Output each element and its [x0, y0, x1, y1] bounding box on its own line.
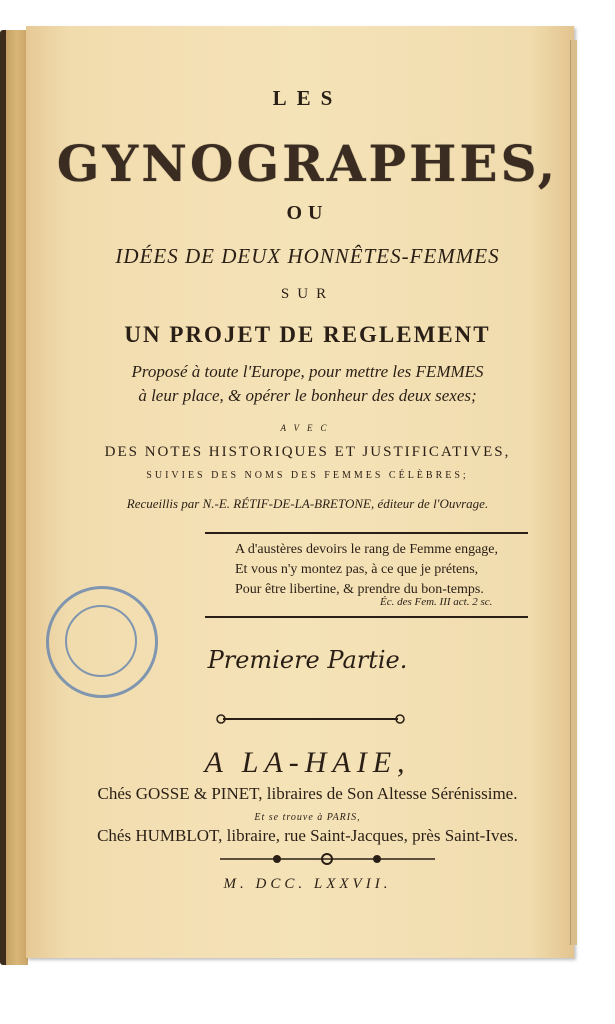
epigraph-citation: Éc. des Fem. III act. 2 sc.: [380, 596, 493, 608]
epigraph-rule-bottom: [205, 616, 528, 618]
book-title: GYNOGRAPHES,: [56, 134, 559, 193]
subtitle: IDÉES DE DEUX HONNÊTES-FEMMES: [115, 244, 500, 268]
projet-heading: UN PROJET DE REGLEMENT: [124, 322, 491, 347]
editor-line: Recueillis par N.-E. RÉTIF-DE-LA-BRETONE, éditeur de l'Ouvrage.: [126, 496, 489, 511]
proposal-line-2: à leur place, & opérer le bonheur des deux sexes;: [138, 386, 477, 405]
epigraph-line-1: A d'austères devoirs le rang de Femme engage,: [235, 542, 498, 557]
ornament-rule-icon: [213, 712, 408, 726]
publisher-line-1: Chés GOSSE & PINET, libraires de Son Altesse Sérénissime.: [97, 784, 518, 803]
avec-line: AVEC: [280, 423, 335, 433]
proposal-line-1: Proposé à toute l'Europe, pour mettre les FEMMES: [131, 362, 484, 381]
notes-line: DES NOTES HISTORIQUES ET JUSTIFICATIVES,: [104, 444, 511, 460]
imprint-city: A LA-HAIE,: [204, 746, 411, 779]
sur-line: SUR: [280, 286, 335, 302]
epigraph-rule-top: [205, 532, 528, 534]
paris-note: Et se trouve à PARIS,: [254, 812, 361, 823]
part-title: Premiere Partie.: [207, 646, 408, 674]
publisher-line-2: Chés HUMBLOT, libraire, rue Saint-Jacques, près Saint-Ives.: [97, 826, 518, 845]
epigraph-line-3: Pour être libertine, & prendre du bon-temps.: [235, 582, 484, 597]
epigraph-line-2: Et vous n'y montez pas, à ce que je prétens,: [235, 562, 479, 577]
ornament-vignette-icon: [215, 852, 440, 866]
les-heading: LES: [272, 86, 343, 110]
ou-line: OU: [286, 202, 329, 224]
publication-date: M. DCC. LXXVII.: [223, 876, 392, 892]
suivies-line: SUIVIES DES NOMS DES FEMMES CÉLÈBRES;: [146, 470, 469, 481]
library-stamp: [46, 586, 158, 698]
